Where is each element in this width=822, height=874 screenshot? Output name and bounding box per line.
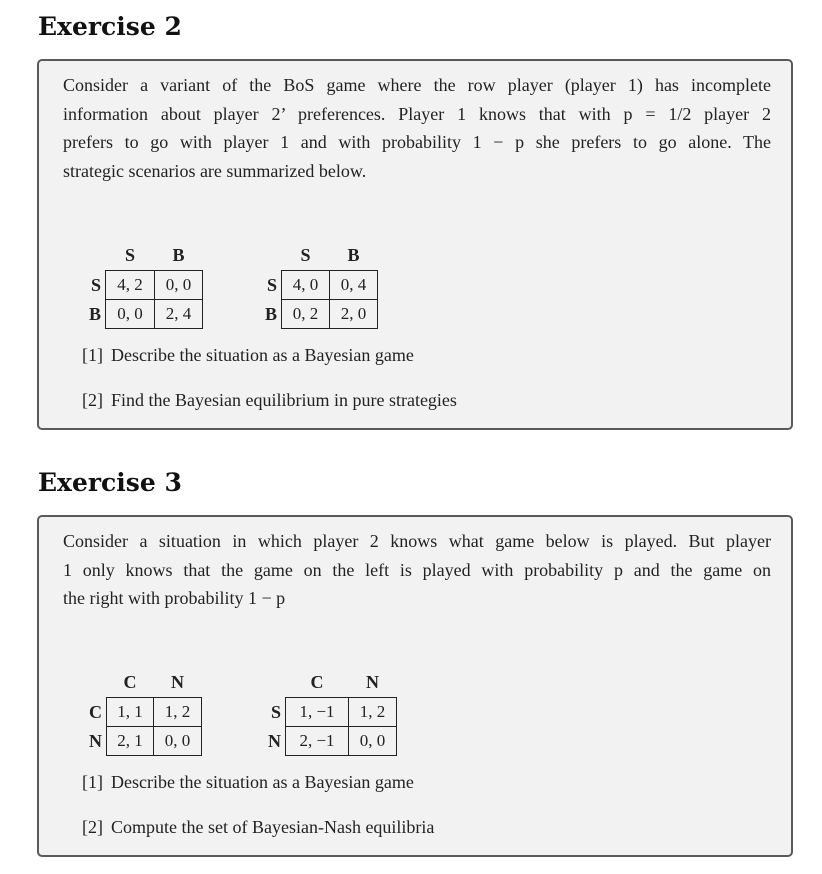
question-number: [2] [82, 817, 103, 837]
payoff-cell: 0, 0 [155, 271, 203, 300]
col-header: N [366, 672, 379, 692]
col-header: S [300, 245, 311, 265]
intro-line: the right with probability 1 − p [63, 588, 286, 609]
payoff-cell: 4, 2 [106, 271, 155, 300]
game-matrix-right [265, 241, 378, 329]
intro-line: Consider a variant of the BoS game where the row player (player 1) has incomplete [63, 75, 771, 95]
payoff-cell: 1, 1 [107, 698, 154, 727]
col-header: C [123, 672, 137, 692]
row-header: S [270, 701, 281, 722]
game-matrix-right [268, 668, 397, 756]
question-text: Compute the set of Bayesian-Nash equilibria [111, 817, 435, 837]
question-2 [82, 390, 457, 411]
question-1 [82, 772, 414, 793]
col-header: B [347, 245, 360, 265]
exercise-3-intro [63, 527, 771, 613]
question-number: [1] [82, 772, 103, 792]
payoff-cell: 2, 1 [107, 727, 154, 756]
intro-line: prefers to go with player 1 and with probability 1 − p she prefers to go alone. The [63, 132, 771, 153]
intro-line: Consider a situation in which player 2 knows what game below is played. But player [63, 531, 771, 551]
question-number: [2] [82, 390, 103, 410]
intro-line: information about player 2’ preferences. Player 1 knows that with p = 1/2 player 2 [63, 103, 771, 124]
payoff-cell: 0, 2 [282, 300, 330, 329]
payoff-cell: 1, 2 [154, 698, 202, 727]
exercise-2-box [37, 59, 793, 430]
payoff-cell: 0, 0 [106, 300, 155, 329]
row-header: B [89, 303, 102, 324]
game-matrix-left [89, 668, 202, 756]
question-1 [82, 345, 414, 366]
question-2 [82, 817, 434, 838]
row-header: N [268, 730, 281, 751]
intro-line: 1 only knows that the game on the left is played with probability p and the game on [63, 559, 771, 580]
payoff-cell: 0, 4 [330, 271, 378, 300]
game-matrix-left [89, 241, 203, 329]
payoff-cell: 2, −1 [286, 727, 349, 756]
row-header: N [89, 730, 102, 751]
exercise-2-title: Exercise 2 [38, 12, 182, 41]
question-text: Describe the situation as a Bayesian game [111, 772, 414, 792]
question-text: Describe the situation as a Bayesian game [111, 345, 414, 365]
col-header: S [125, 245, 136, 265]
payoff-cell: 1, 2 [349, 698, 397, 727]
intro-line: strategic scenarios are summarized below. [63, 160, 367, 181]
payoff-cell: 2, 0 [330, 300, 378, 329]
payoff-cell: 0, 0 [349, 727, 397, 756]
question-text: Find the Bayesian equilibrium in pure strategies [111, 390, 457, 410]
col-header: B [172, 245, 185, 265]
col-header: N [171, 672, 184, 692]
row-header: S [91, 274, 102, 295]
exercise-2-intro [63, 71, 771, 185]
row-header: B [265, 303, 278, 324]
question-number: [1] [82, 345, 103, 365]
payoff-cell: 2, 4 [155, 300, 203, 329]
payoff-cell: 4, 0 [282, 271, 330, 300]
payoff-cell: 1, −1 [286, 698, 349, 727]
exercise-3-box [37, 515, 793, 857]
row-header: C [89, 701, 102, 722]
payoff-cell: 0, 0 [154, 727, 202, 756]
col-header: C [310, 672, 324, 692]
exercise-3-title: Exercise 3 [38, 468, 182, 497]
row-header: S [267, 274, 278, 295]
